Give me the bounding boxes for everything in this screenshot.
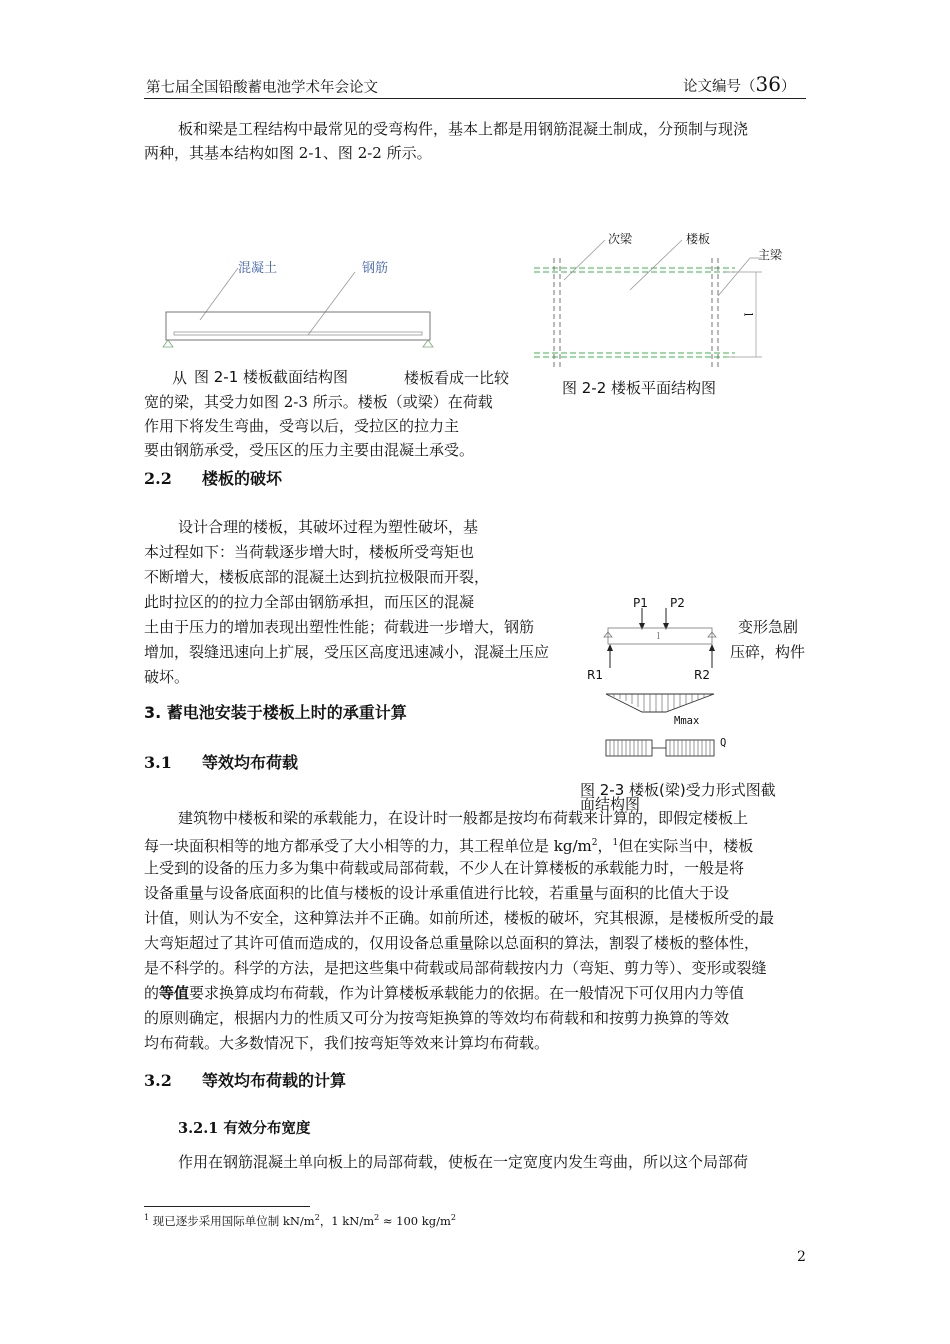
paragraph-line: 变形急剧 (738, 618, 799, 636)
section-heading-3-2: 3.2 等效均布荷载的计算 (144, 1071, 347, 1090)
paragraph-line: 破坏。 (144, 668, 190, 686)
paragraph-line: 计值，则认为不安全，这种算法并不正确。如前所述，楼板的破坏，究其根源，是楼板所受的最 (144, 909, 775, 927)
leader-line (564, 240, 605, 280)
leader-line (308, 272, 355, 335)
figure-2-3-load-diagram (578, 590, 748, 780)
paragraph-line: 设备重量与设备底面积的比值与楼板的设计承重值进行比较，若重量与面积的比值大于设 (144, 884, 730, 902)
paragraph-line: 楼板看成一比较 (404, 369, 510, 387)
label-q: Q (720, 737, 727, 749)
right-support (423, 340, 433, 347)
leader-line (630, 240, 682, 290)
paragraph-line: 建筑物中楼板和梁的承载能力，在设计时一般都是按均布荷载来计算的，即假定楼板上 (178, 809, 749, 827)
figure-2-3-caption: 图 2-3 楼板(梁)受力形式图截 (580, 781, 776, 799)
shear-diagram (606, 740, 714, 756)
section-heading-2-2: 2.2 楼板的破坏 (144, 469, 283, 488)
paragraph-line: 此时拉区的的拉力全部由钢筋承担，而压区的混凝 (144, 593, 475, 611)
label-p1: P1 (633, 596, 648, 610)
label-secondary-beam: 次梁 (608, 232, 633, 246)
reaction-arrow-r2 (709, 644, 715, 651)
paragraph-line: 每一块面积相等的地方都承受了大小相等的力，其工程单位是 $kg/m^2$，$^1$但在实际当中，楼板 (144, 837, 754, 855)
label-span: l (657, 632, 660, 642)
dimension-label: l (741, 312, 755, 317)
label-mmax: Mmax (674, 715, 700, 727)
intro-line: 两种，其基本结构如图 2-1、图 2-2 所示。 (144, 144, 432, 162)
label-p2: P2 (670, 596, 685, 610)
paragraph-line: 均布荷载。大多数情况下，我们按弯矩等效来计算均布荷载。 (144, 1034, 550, 1052)
rebar (174, 332, 422, 335)
label-main-beam: 主梁 (758, 248, 783, 262)
paragraph-line: 作用在钢筋混凝土单向板上的局部荷载，使板在一定宽度内发生弯曲，所以这个局部荷 (178, 1153, 749, 1171)
load-arrow-p1 (639, 623, 645, 630)
paragraph-line: 土由于压力的增加表现出塑性性能；荷载进一步增大，钢筋 (144, 618, 535, 636)
paragraph-line: 的等值要求换算成均布荷载，作为计算楼板承载能力的依据。在一般情况下可仅用内力等值 (144, 984, 745, 1002)
section-heading-3: 3. 蓄电池安装于楼板上时的承重计算 (144, 703, 407, 722)
paragraph-line: 不断增大，楼板底部的混凝土达到抗拉极限而开裂， (144, 568, 490, 586)
reaction-arrow-r1 (607, 644, 613, 651)
left-support (163, 340, 173, 347)
figure-2-1-caption: 图 2-1 楼板截面结构图 (194, 368, 349, 386)
header-title: 第七届全国铅酸蓄电池学术年会论文 (146, 80, 378, 96)
leader-line (718, 258, 750, 296)
paragraph-line: 宽的梁，其受力如图 2-3 所示。楼板（或梁）在荷载 (144, 393, 493, 411)
footnote-rule (144, 1206, 310, 1207)
page-number: 2 (797, 1249, 806, 1265)
paragraph-line: 设计合理的楼板，其破坏过程为塑性破坏，基 (178, 518, 479, 536)
paragraph-line: 增加，裂缝迅速向上扩展，受压区高度迅速减小，混凝土压应 (144, 643, 550, 661)
paper-number: 论文编号（36） (683, 72, 796, 96)
paragraph-line: 压碎，构件 (730, 643, 806, 661)
label-concrete: 混凝土 (238, 261, 278, 276)
label-rebar: 钢筋 (362, 261, 389, 276)
label-slab: 楼板 (686, 232, 711, 246)
label-r2: R2 (694, 668, 710, 682)
paragraph-line: 本过程如下：当荷载逐步增大时，楼板所受弯矩也 (144, 543, 475, 561)
header-rule (144, 98, 806, 99)
paragraph-line: 从 (172, 369, 188, 387)
figure-2-2-slab-plan (530, 228, 790, 368)
section-heading-3-1: 3.1 等效均布荷载 (144, 753, 299, 772)
paragraph-line: 是不科学的。科学的方法，是把这些集中荷载或局部荷载按内力（弯矩、剪力等）、变形或裂缝 (144, 959, 767, 977)
slab-section (166, 312, 430, 340)
paragraph-line: 作用下将发生弯曲，受弯以后，受拉区的拉力主 (144, 417, 460, 435)
paragraph-line: 的原则确定，根据内力的性质又可分为按弯矩换算的等效均布荷载和和按剪力换算的等效 (144, 1009, 730, 1027)
label-r1: R1 (587, 668, 603, 682)
figure-2-2-caption: 图 2-2 楼板平面结构图 (562, 379, 717, 397)
paragraph-line: 要由钢筋承受，受压区的压力主要由混凝土承受。 (144, 441, 475, 459)
paragraph-line: 大弯矩超过了其许可值而造成的，仅用设备总重量除以总面积的算法，割裂了楼板的整体性， (144, 934, 760, 952)
footnote: $^1$ 现已逐步采用国际单位制 $kN/m^2$，1 $kN/m^2 \approx 100$ $kg/m^2$ (144, 1213, 456, 1228)
figure-2-1-slab-section (160, 250, 450, 360)
load-arrow-p2 (663, 623, 669, 630)
paragraph-line: 上受到的设备的压力多为集中荷载或局部荷载，不少人在计算楼板的承载能力时，一般是将 (144, 859, 745, 877)
section-heading-3-2-1: 3.2.1 有效分布宽度 (178, 1120, 311, 1137)
figure-2-3-caption-overflow: 面结构图 (580, 795, 641, 813)
beam (608, 628, 712, 644)
footnote-ref[interactable]: 1 (612, 838, 619, 848)
intro-line: 板和梁是工程结构中最常见的受弯构件，基本上都是用钢筋混凝土制成，分预制与现浇 (178, 120, 749, 138)
moment-diagram (606, 694, 714, 712)
